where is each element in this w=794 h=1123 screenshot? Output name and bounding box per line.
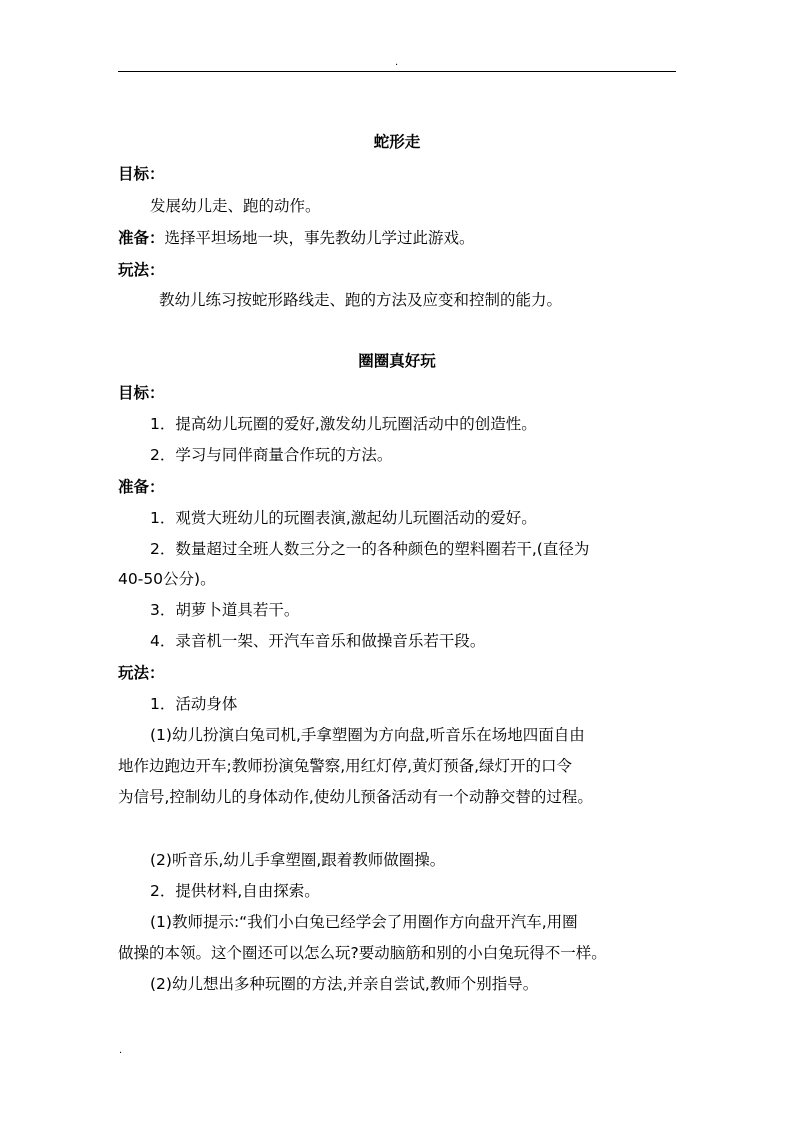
section2-play-line: 为信号,控制幼儿的身体动作,使幼儿预备活动有一个动静交替的过程。 <box>118 788 593 806</box>
section2-play-line: 1．活动身体 <box>150 695 238 713</box>
section1-title: 蛇形走 <box>373 133 421 151</box>
section2-prep-item: 2．数量超过全班人数三分之一的各种颜色的塑料圈若干,(直径为 <box>150 540 590 558</box>
section2-play-line: 2．提供材料,自由探索。 <box>150 882 320 900</box>
section2-play-line: (2)听音乐,幼儿手拿塑圈,跟着教师做圈操。 <box>150 851 446 869</box>
section1-prep-text: 选择平坦场地一块，事先教幼儿学过此游戏。 <box>164 229 475 247</box>
header-rule <box>118 71 676 72</box>
header-dot: . <box>395 57 399 68</box>
section2-play-line: (2)幼儿想出多种玩圈的方法,并亲自尝试,教师个别指导。 <box>150 975 539 993</box>
section1-play-text: 教幼儿练习按蛇形路线走、跑的方法及应变和控制的能力。 <box>159 291 563 309</box>
section2-play-line: (1)教师提示:“我们小白兔已经学会了用圈作方向盘开汽车,用圈 <box>150 913 578 931</box>
section1-prep-line <box>118 228 475 248</box>
section2-prep-item: 1．观赏大班幼儿的玩圈表演,激起幼儿玩圈活动的爱好。 <box>150 509 537 527</box>
section1-prep-label: 准备： <box>118 229 165 247</box>
section2-goal-label: 目标： <box>118 384 165 402</box>
section1-goal-label: 目标： <box>118 165 165 183</box>
section2-goal-item: 1．提高幼儿玩圈的爱好,激发幼儿玩圈活动中的创造性。 <box>150 415 537 433</box>
section1-play-label: 玩法： <box>118 261 165 279</box>
footer-dot: . <box>119 1045 123 1056</box>
section2-play-line: 做操的本领。这个圈还可以怎么玩?要动脑筋和别的小白兔玩得不一样。 <box>118 944 607 962</box>
section2-prep-item: 4．录音机一架、开汽车音乐和做操音乐若干段。 <box>150 632 486 650</box>
section2-title: 圈圈真好玩 <box>358 352 436 370</box>
section2-play-label: 玩法： <box>118 664 165 682</box>
section2-goal-item: 2．学习与同伴商量合作玩的方法。 <box>150 446 393 464</box>
section2-play-line: (1)幼儿扮演白兔司机,手拿塑圈为方向盘,听音乐在场地四面自由 <box>150 726 585 744</box>
section2-prep-item-continued: 40-50公分)。 <box>118 570 216 588</box>
section2-play-line: 地作边跑边开车;教师扮演兔警察,用红灯停,黄灯预备,绿灯开的口令 <box>118 757 573 775</box>
section1-goal-text: 发展幼儿走、跑的动作。 <box>150 197 321 215</box>
section2-prep-label: 准备： <box>118 478 165 496</box>
section2-prep-item: 3．胡萝卜道具若干。 <box>150 601 300 619</box>
